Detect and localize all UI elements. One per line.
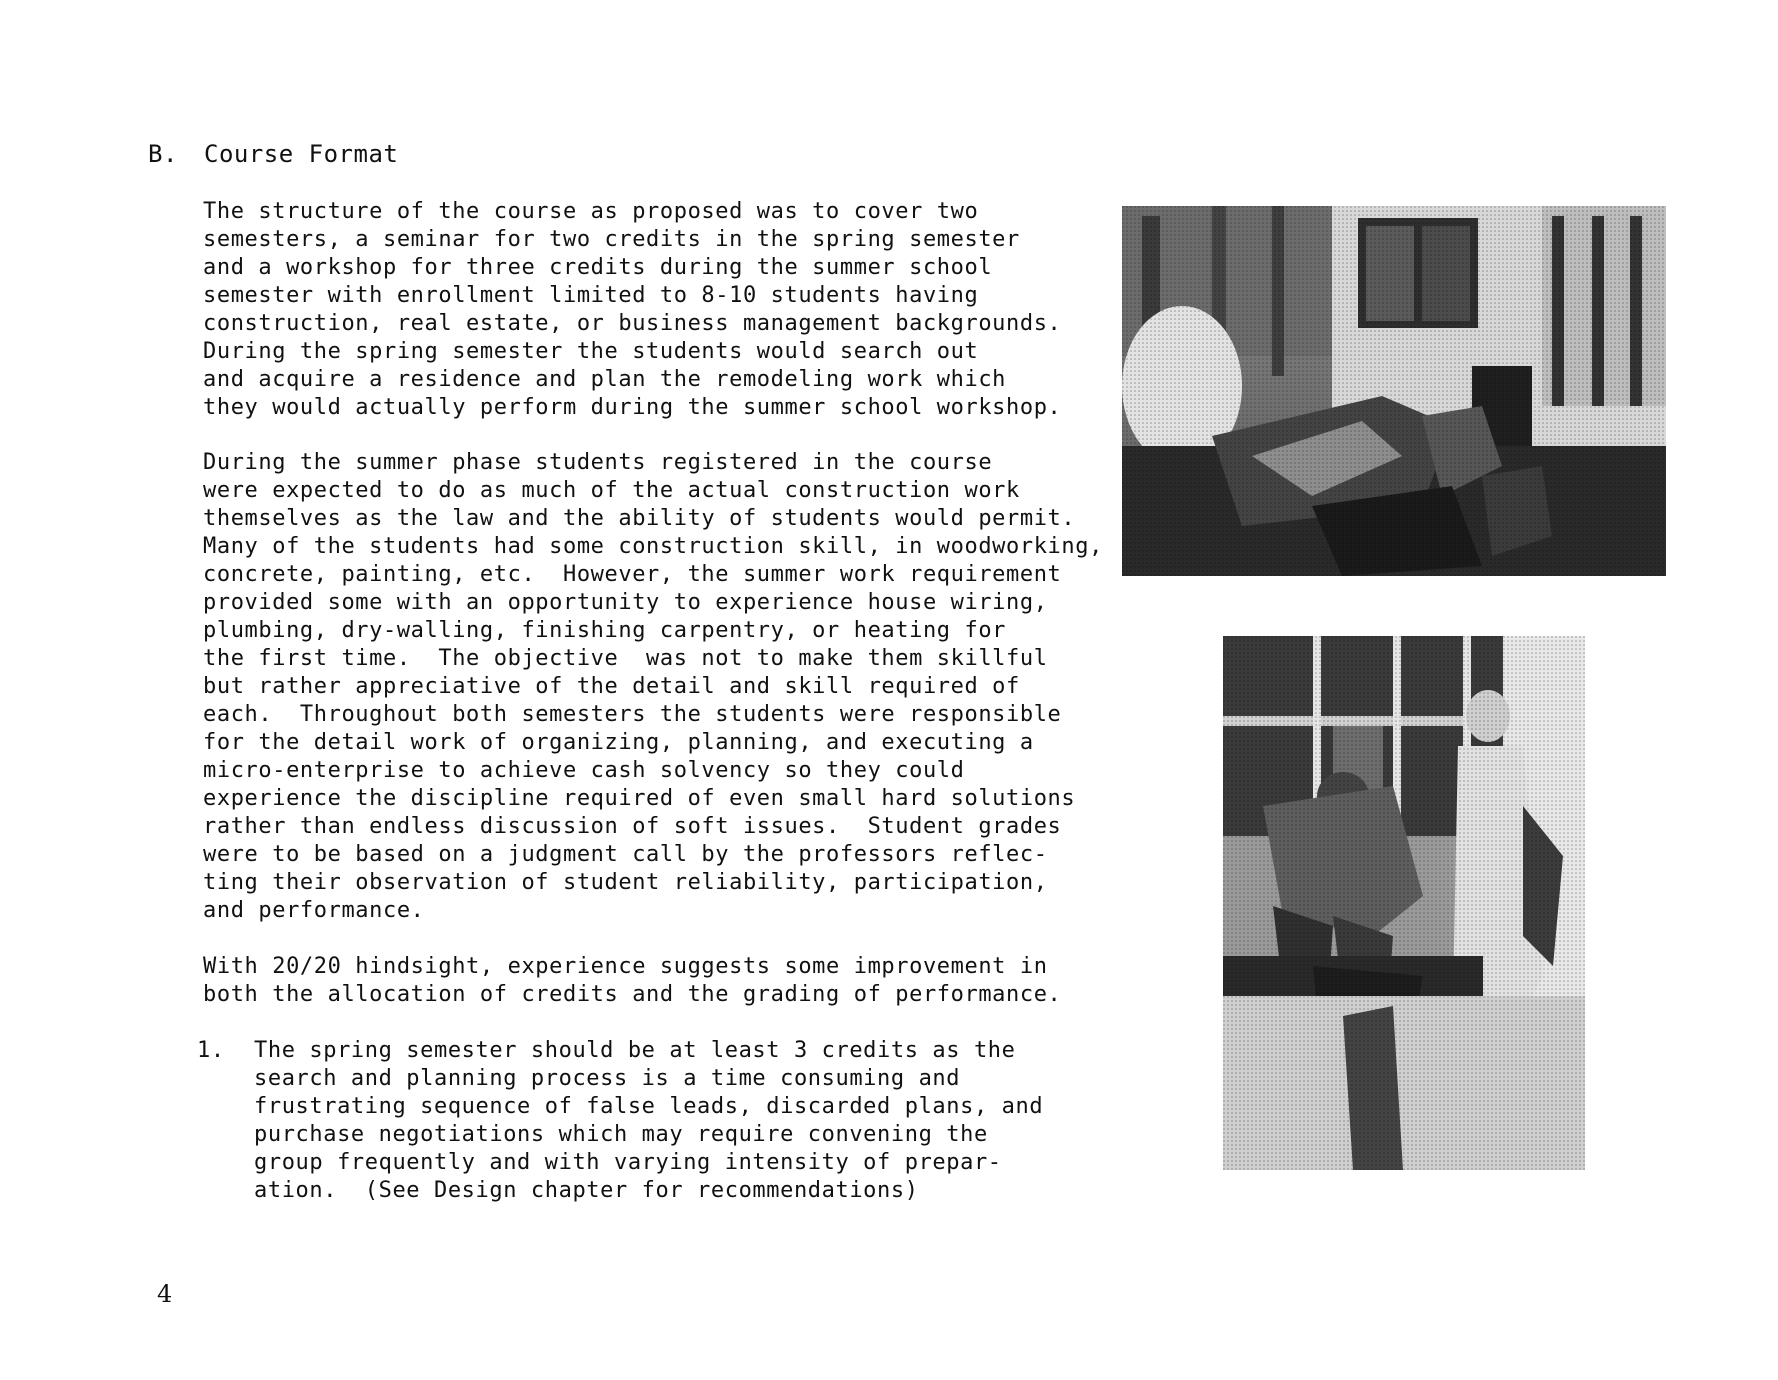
photo-workers-at-site bbox=[1223, 636, 1585, 1170]
photo-house-construction-site bbox=[1122, 206, 1666, 576]
paragraph-hindsight: With 20/20 hindsight, experience suggests some improvement in both the allocation of credits and the grading of performance. bbox=[203, 954, 1062, 1007]
list-item-number: 1. bbox=[197, 1038, 225, 1063]
page-number: 4 bbox=[157, 1280, 173, 1308]
section-title: Course Format bbox=[204, 140, 399, 168]
section-heading bbox=[148, 140, 398, 168]
paragraph-course-structure: The structure of the course as proposed was to cover two semesters, a seminar for two credits in the spring semester and a workshop for three credits during the summer school semester with enrollment limited to 8-10 students having construction, real estate, or business management backgrounds. During the spring semester the students would search out and acquire a residence and plan the remodeling work which they would actually perform during the summer school workshop. bbox=[203, 199, 1062, 420]
section-letter: B. bbox=[148, 140, 178, 168]
paragraph-summer-phase: During the summer phase students registered in the course were expected to do as much of the actual construction work themselves as the law and the ability of students would permit. Many of the students had some construction skill, in woodworking, concrete, painting, etc. However, the summer work requirement provided some with an opportunity to experience house wiring, plumbing, dry-walling, finishing carpentry, or heating for the first time. The objective was not to make them skillful but rather appreciative of the detail and skill required of each. Throughout both semesters the students were responsible for the detail work of organizing, planning, and executing a micro-enterprise to achieve cash solvency so they could experience the discipline required of even small hard solutions rather than endless discussion of soft issues. Student grades were to be based on a judgment call by the professors reflec- ting their observation of student reliability, participation, and performance. bbox=[203, 450, 1103, 923]
list-item-text: The spring semester should be at least 3 credits as the search and planning process is a time consuming and frustrating sequence of false leads, discarded plans, and purchase negotiations which may require convening the group frequently and with varying intensity of prepar- ation. (See Design chapter for recommendations) bbox=[254, 1038, 1044, 1203]
